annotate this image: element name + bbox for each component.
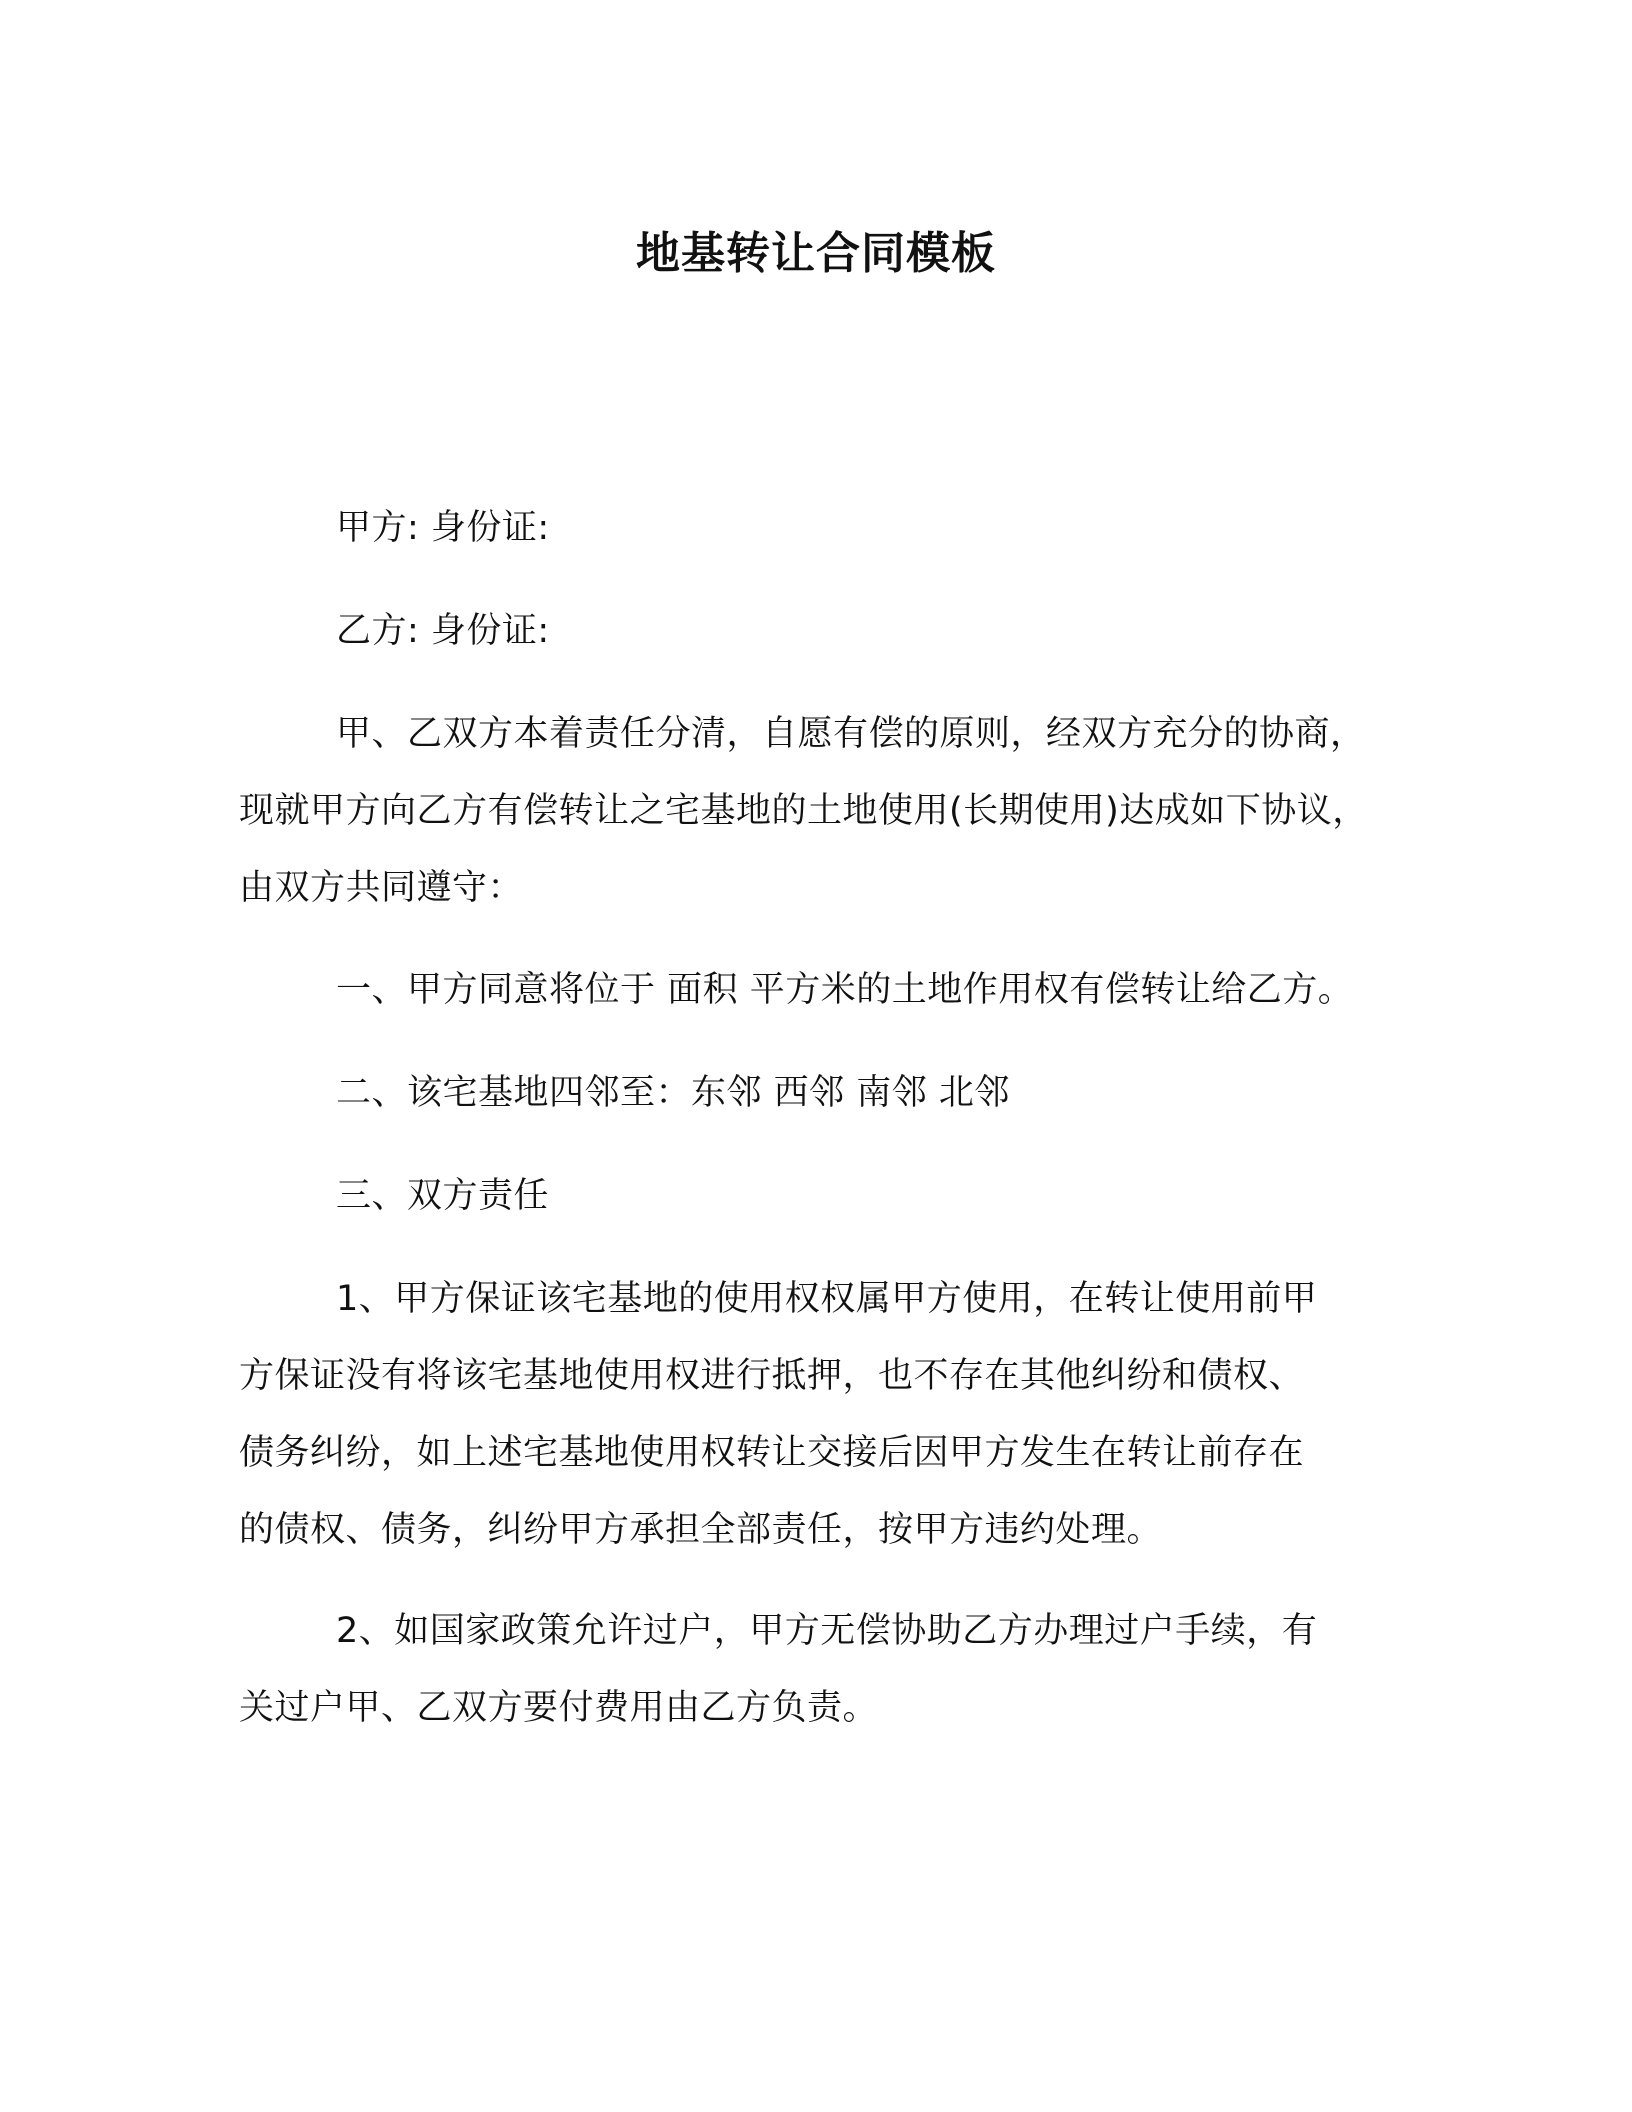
clause-two bbox=[239, 1055, 1399, 1132]
preamble-paragraph bbox=[239, 696, 1399, 927]
paragraph-line: 由双方共同遵守： bbox=[239, 868, 524, 908]
paragraph-line: 2、如国家政策允许过户，甲方无偿协助乙方办理过户手续，有 bbox=[336, 1611, 1318, 1651]
sub-clause-1 bbox=[239, 1261, 1399, 1569]
paragraph-line: 甲、乙双方本着责任分清，自愿有偿的原则，经双方充分的协商， bbox=[336, 714, 1366, 754]
paragraph-line: 现就甲方向乙方有偿转让之宅基地的土地使用(长期使用)达成如下协议， bbox=[239, 791, 1368, 831]
sub-clause-2 bbox=[239, 1593, 1399, 1747]
paragraph-line: 1、甲方保证该宅基地的使用权权属甲方使用，在转让使用前甲 bbox=[336, 1279, 1318, 1319]
paragraph-line: 方保证没有将该宅基地使用权进行抵押，也不存在其他纠纷和债权、 bbox=[239, 1356, 1305, 1396]
document-title: 地基转让合同模板 bbox=[636, 228, 996, 279]
clause-three-heading bbox=[239, 1158, 1399, 1235]
party-b-line bbox=[239, 593, 1399, 670]
paragraph-line: 关过户甲、乙双方要付费用由乙方负责。 bbox=[239, 1688, 879, 1728]
paragraph-line: 一、甲方同意将位于 面积 平方米的土地作用权有偿转让给乙方。 bbox=[336, 970, 1354, 1010]
clause-one bbox=[239, 952, 1399, 1029]
paragraph-line: 的债权、债务，纠纷甲方承担全部责任，按甲方违约处理。 bbox=[239, 1510, 1163, 1550]
paragraph-line: 债务纠纷，如上述宅基地使用权转让交接后因甲方发生在转让前存在 bbox=[239, 1433, 1305, 1473]
paragraph-line: 甲方: 身份证: bbox=[336, 508, 550, 548]
paragraph-line: 二、该宅基地四邻至：东邻 西邻 南邻 北邻 bbox=[336, 1073, 1010, 1113]
paragraph-line: 乙方: 身份证: bbox=[336, 611, 550, 651]
paragraph-line: 三、双方责任 bbox=[336, 1176, 550, 1216]
party-a-line bbox=[239, 490, 1399, 567]
